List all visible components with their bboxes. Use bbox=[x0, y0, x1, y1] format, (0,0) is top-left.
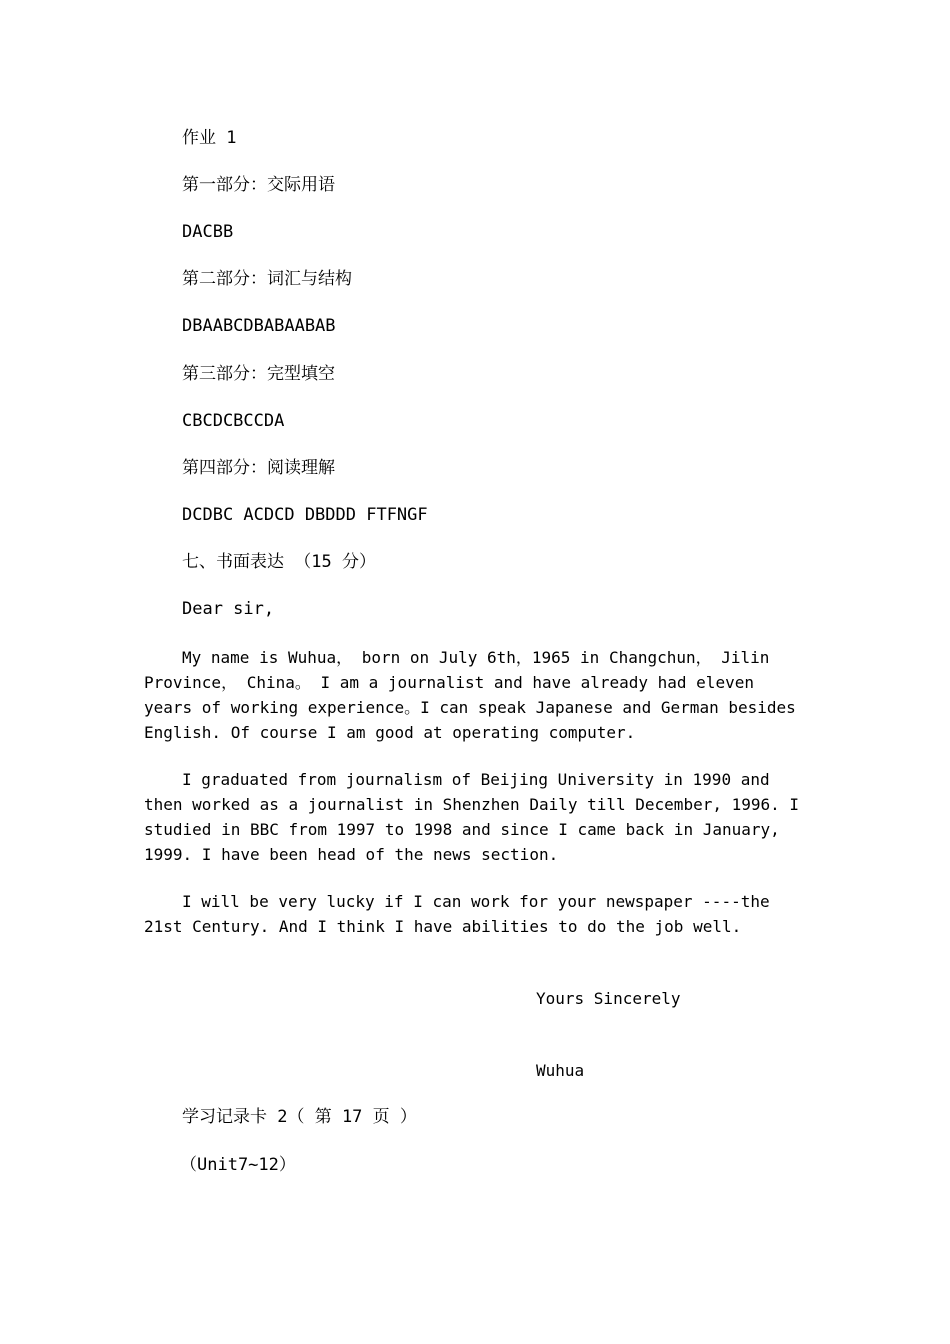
letter-salutation: Dear sir, bbox=[182, 599, 275, 619]
letter-signature: Wuhua bbox=[536, 1061, 585, 1080]
section-1-heading: 第一部分：交际用语 bbox=[182, 175, 335, 195]
letter-closing: Yours Sincerely bbox=[536, 989, 681, 1008]
section-2-answers: DBAABCDBABAABAB bbox=[182, 316, 336, 336]
record-card-heading: 学习记录卡 2（ 第 17 页 ） bbox=[182, 1107, 417, 1127]
letter-paragraph-3: I will be very lucky if I can work for your newspaper ----the 21st Century. And I think I have abilities to do the job well. bbox=[144, 892, 770, 936]
writing-heading: 七、书面表达 （15 分） bbox=[182, 552, 376, 572]
section-2-heading: 第二部分：词汇与结构 bbox=[182, 269, 352, 289]
section-1-answers: DACBB bbox=[182, 222, 234, 242]
section-3-answers: CBCDCBCCDA bbox=[182, 411, 285, 431]
unit-range: （Unit7~12） bbox=[180, 1155, 296, 1175]
section-3-heading: 第三部分：完型填空 bbox=[182, 364, 335, 384]
section-4-heading: 第四部分：阅读理解 bbox=[182, 458, 335, 478]
letter-paragraph-2: I graduated from journalism of Beijing University in 1990 and then worked as a journalist in Shenzhen Daily till December, 1996. I studied in BBC from 1997 to 1998 and since I came back in January, 1999. I have been head of the news section. bbox=[144, 770, 800, 864]
assignment-title: 作业 1 bbox=[182, 128, 237, 148]
section-4-answers: DCDBC ACDCD DBDDD FTFNGF bbox=[182, 505, 428, 525]
letter-paragraph-1: My name is Wuhua， born on July 6th，1965 in Changchun， Jilin Province， China。 I am a journalist and have already had eleven years of working experience。I can speak Japanese and German besides English. Of course I am good at operating computer. bbox=[144, 648, 796, 742]
